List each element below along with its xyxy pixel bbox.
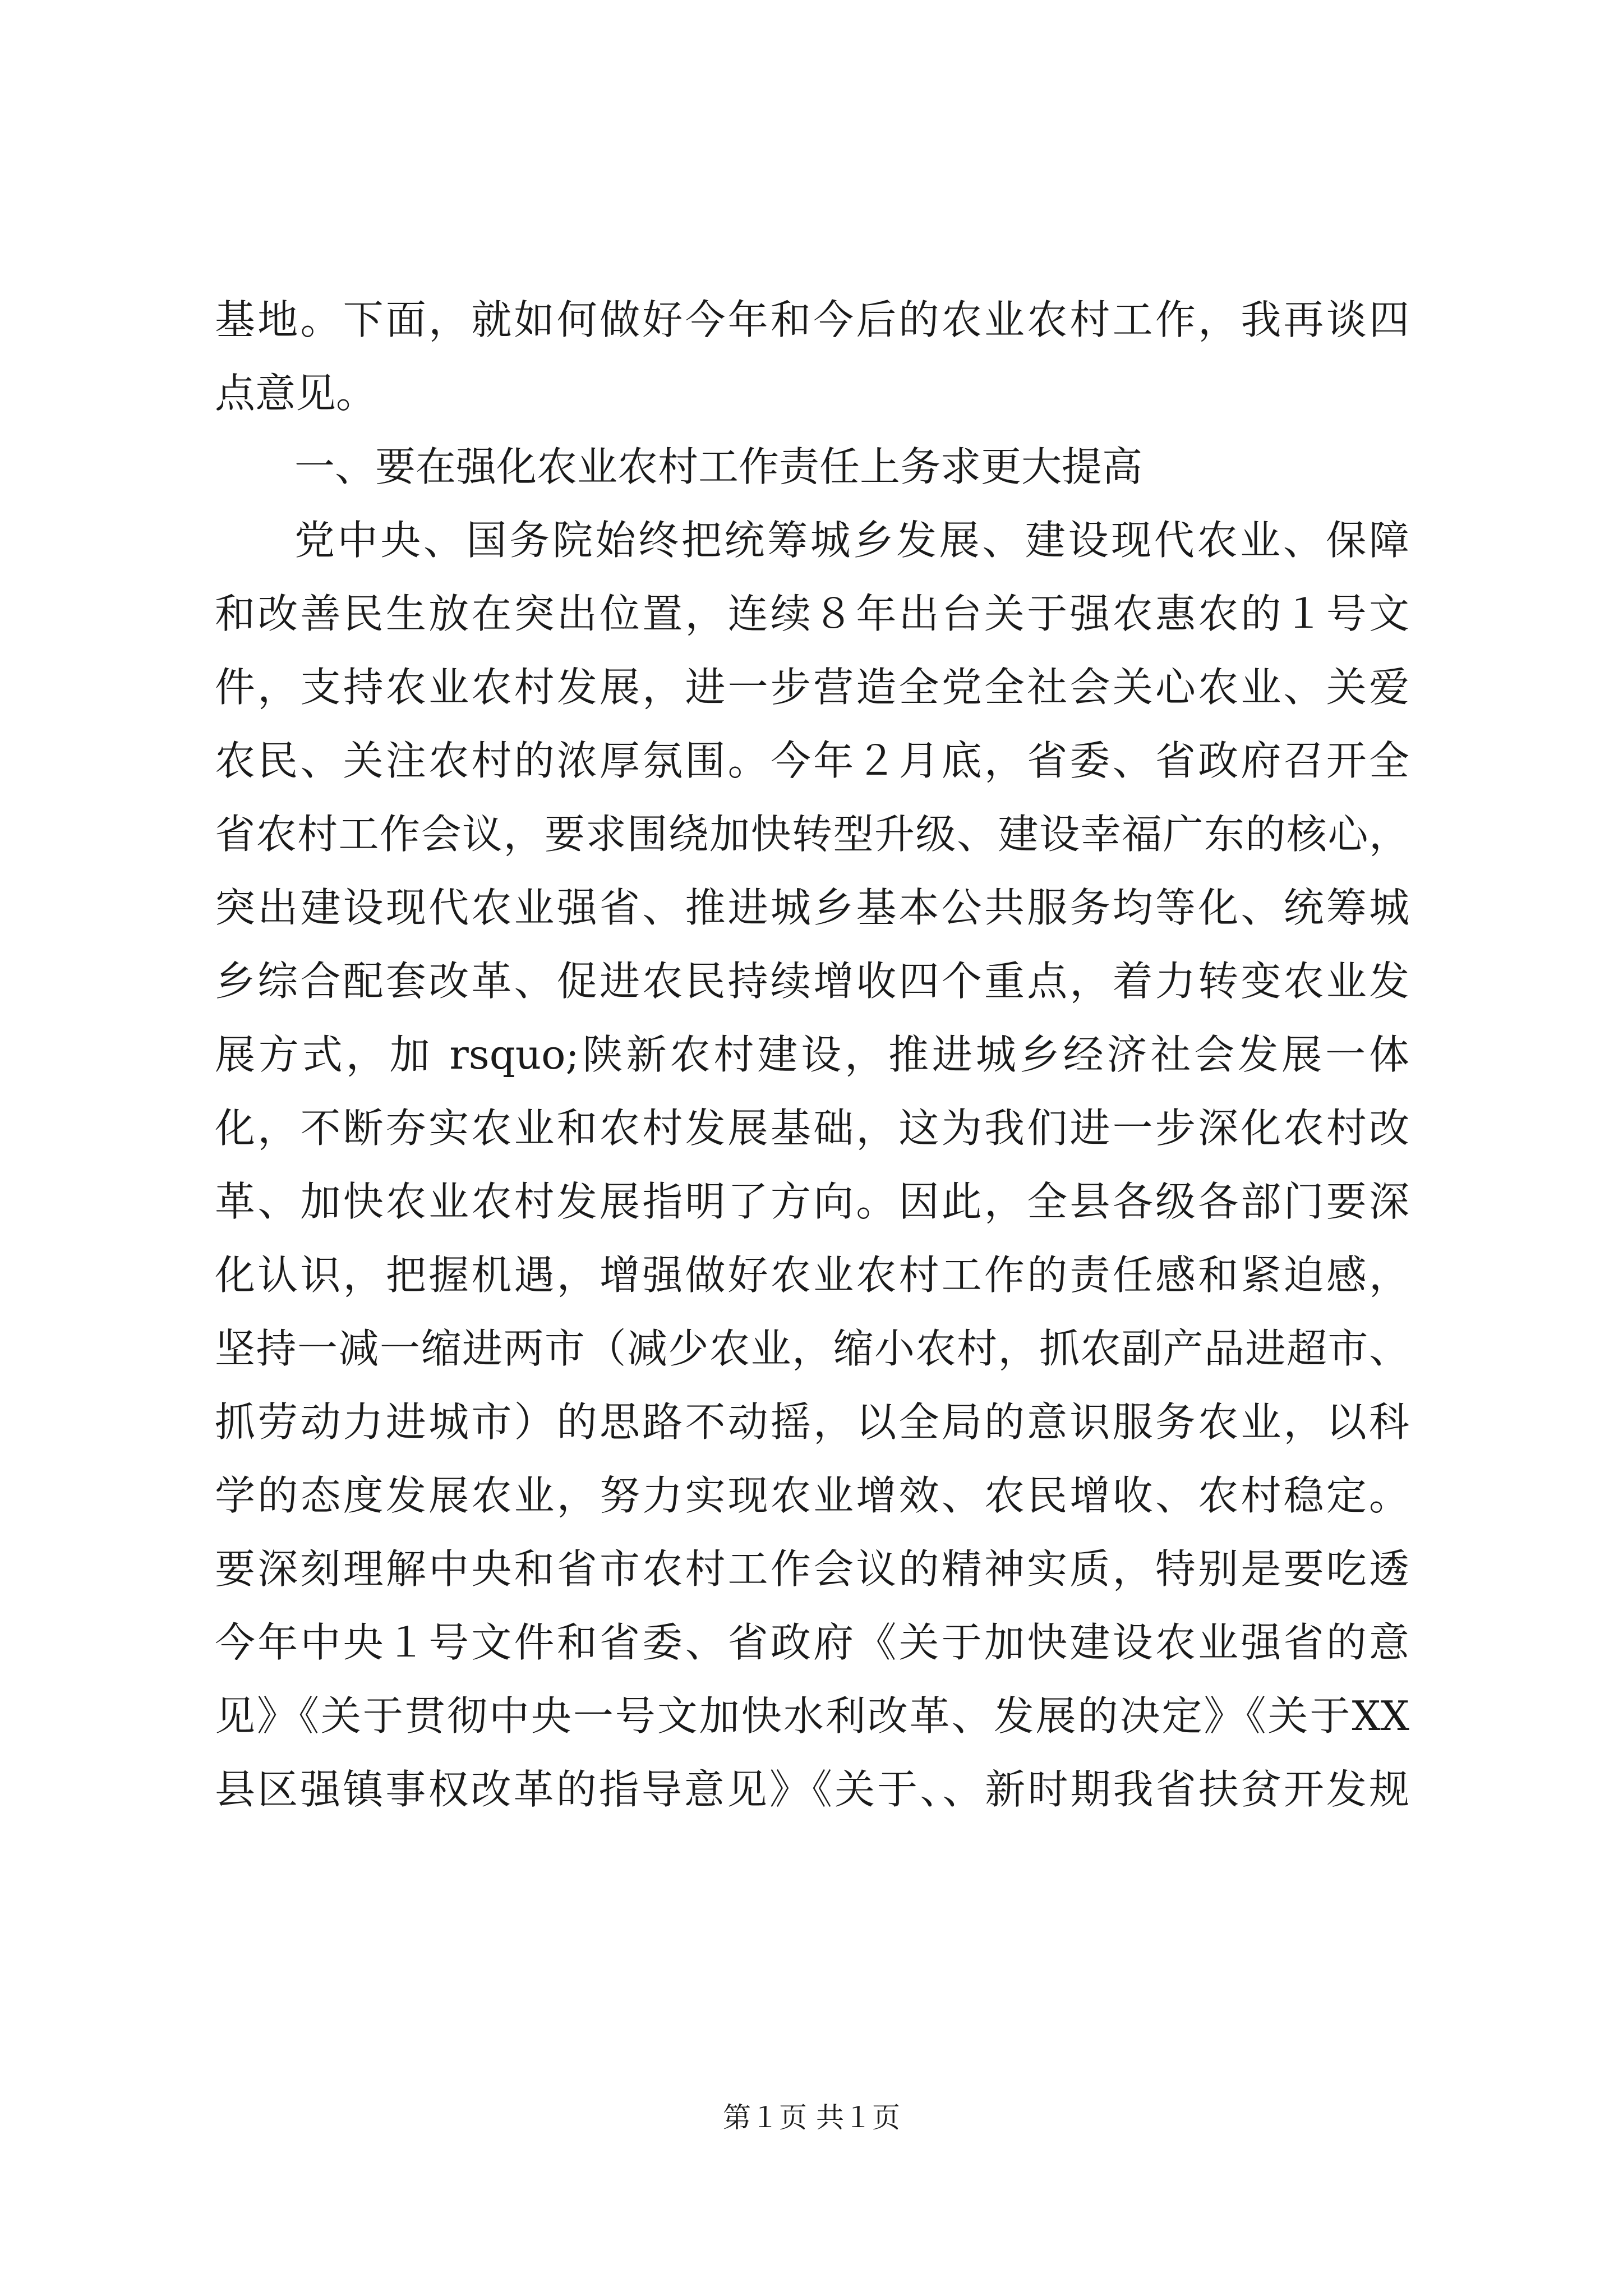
- paragraph-line: 县区强镇事权改革的指导意见》《关于、、新时期我省扶贫开发规: [215, 1766, 1409, 1813]
- paragraph-line: 展方式，加 rsquo;陕新农村建设，推进城乡经济社会发展一体: [215, 1031, 1409, 1078]
- page-footer: [0, 2098, 1623, 2137]
- paragraph-line: 今年中央１号文件和省委、省政府《关于加快建设农业强省的意: [215, 1619, 1409, 1666]
- paragraph-line: 省农村工作会议，要求围绕加快转型升级、建设幸福广东的核心，: [215, 811, 1409, 858]
- document-body: [215, 283, 1409, 1826]
- paragraph-line: 见》《关于贯彻中央一号文加快水利改革、发展的决定》《关于XX: [215, 1692, 1409, 1740]
- paragraph-line: 突出建设现代农业强省、推进城乡基本公共服务均等化、统筹城: [215, 884, 1409, 931]
- paragraph-line: 基地。下面，就如何做好今年和今后的农业农村工作，我再谈四: [215, 296, 1409, 343]
- paragraph-line: 党中央、国务院始终把统筹城乡发展、建设现代农业、保障: [294, 517, 1409, 564]
- paragraph-line: 革、加快农业农村发展指明了方向。因此，全县各级各部门要深: [215, 1178, 1409, 1225]
- section-heading: 一、要在强化农业农村工作责任上务求更大提高: [294, 443, 1143, 490]
- page-number: 第１页 共１页: [723, 2101, 900, 2134]
- paragraph-line: 化认识，把握机遇，增强做好农业农村工作的责任感和紧迫感，: [215, 1251, 1409, 1299]
- paragraph-line: 学的态度发展农业，努力实现农业增效、农民增收、农村稳定。: [215, 1472, 1409, 1519]
- paragraph-line: 件，支持农业农村发展，进一步营造全党全社会关心农业、关爱: [215, 664, 1409, 711]
- paragraph-line: 要深刻理解中央和省市农村工作会议的精神实质，特别是要吃透: [215, 1545, 1409, 1593]
- paragraph-line: 农民、关注农村的浓厚氛围。今年２月底，省委、省政府召开全: [215, 737, 1409, 784]
- paragraph-line: 抓劳动力进城市）的思路不动摇，以全局的意识服务农业，以科: [215, 1398, 1409, 1446]
- paragraph-line: 和改善民生放在突出位置，连续８年出台关于强农惠农的１号文: [215, 590, 1409, 637]
- paragraph-line: 点意见。: [215, 370, 377, 417]
- paragraph-line: 乡综合配套改革、促进农民持续增收四个重点，着力转变农业发: [215, 958, 1409, 1005]
- paragraph-line: 化，不断夯实农业和农村发展基础，这为我们进一步深化农村改: [215, 1105, 1409, 1152]
- paragraph-line: 坚持一减一缩进两市（减少农业，缩小农村，抓农副产品进超市、: [215, 1325, 1409, 1372]
